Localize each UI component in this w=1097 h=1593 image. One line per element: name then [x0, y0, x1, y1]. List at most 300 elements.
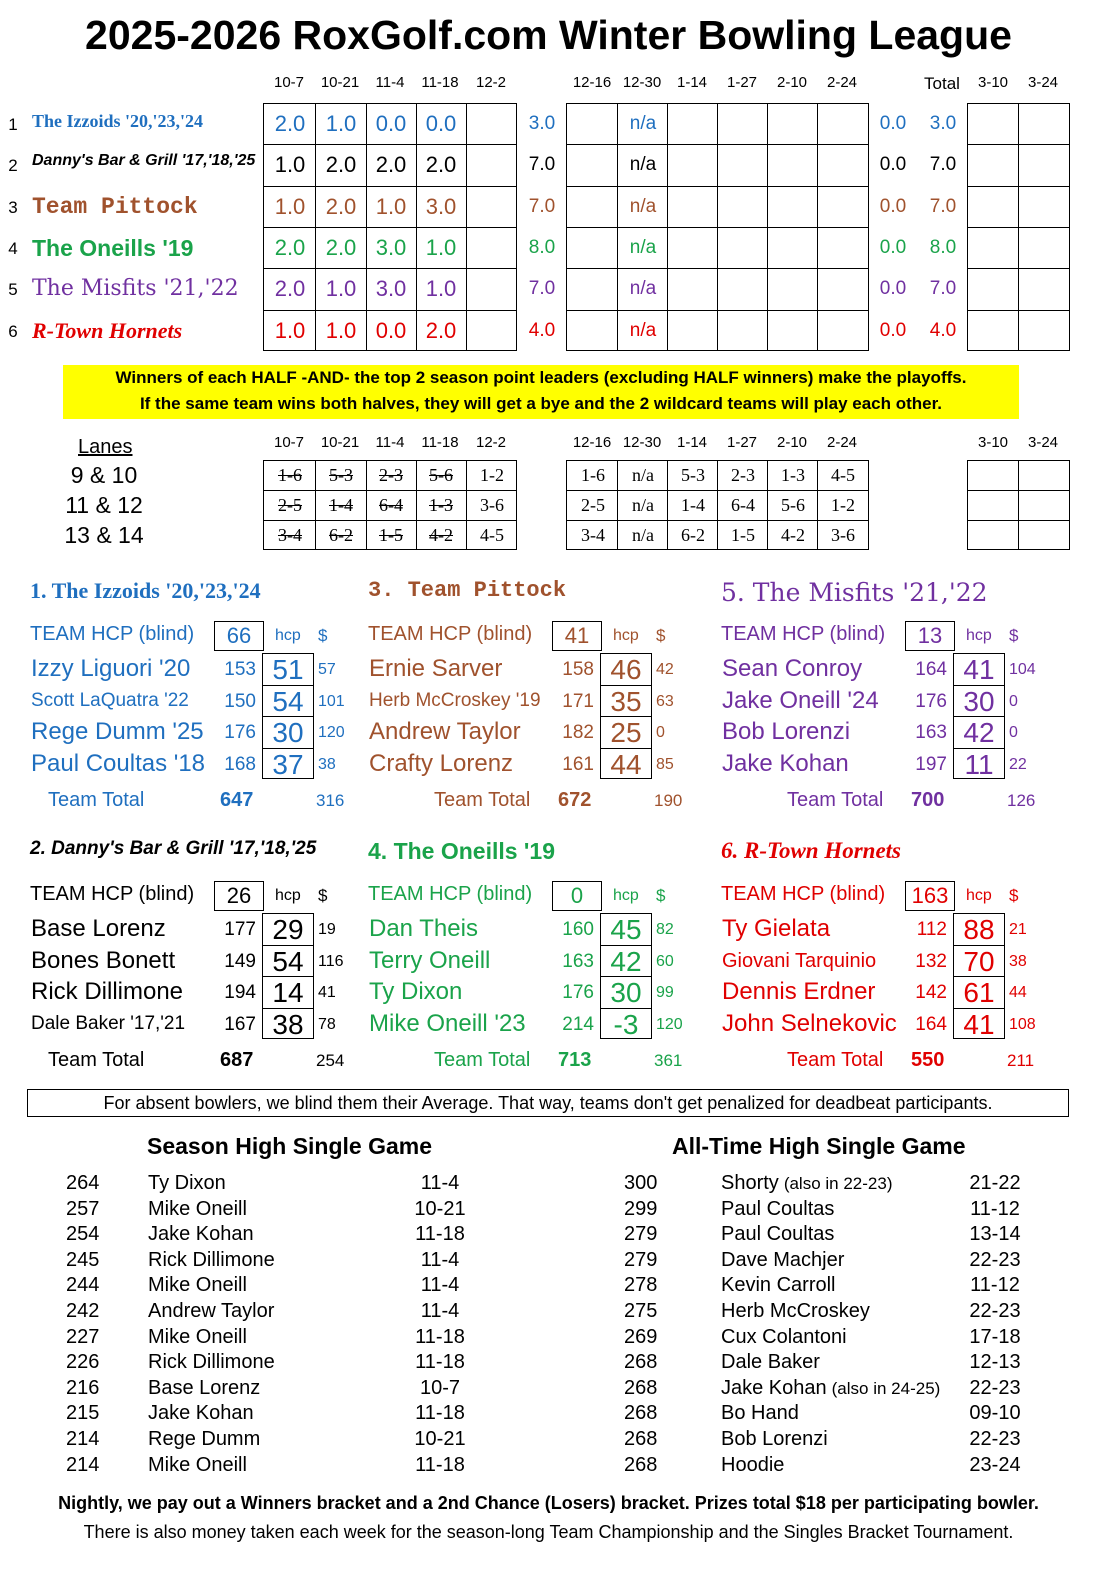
money-col-label: $	[656, 626, 666, 645]
player-name: Izzy Liguori '20	[31, 655, 191, 682]
alltime-high-name: Bob Lorenzi	[721, 1428, 828, 1450]
grid-line	[263, 144, 517, 145]
alltime-high-name-cell	[721, 1198, 834, 1221]
team-hcp-blind-value: 163	[905, 881, 955, 911]
alltime-high-date: 22-23	[969, 1428, 1021, 1450]
player-average: 161	[562, 753, 594, 775]
alltime-high-score: 269	[624, 1325, 658, 1348]
player-hcp: 44	[610, 748, 642, 780]
second-half-total: 0.0	[879, 195, 907, 217]
week-score: 1.0	[425, 276, 457, 302]
roster-team-title: 4. The Oneills '19	[368, 838, 555, 864]
standings-rank: 1	[8, 115, 18, 134]
playoff-notice-line2: If the same team wins both halves, they will get a bye and the 2 wildcard teams will play each other.	[139, 394, 943, 413]
player-average: 171	[562, 690, 594, 712]
matchup: 3-4	[278, 525, 302, 545]
season-high-name: Base Lorenz	[148, 1376, 261, 1399]
alltime-high-name-cell	[721, 1249, 844, 1272]
team-hcp-blind-label: TEAM HCP (blind)	[30, 623, 195, 645]
matchup: 2-3	[379, 465, 403, 485]
week-score: 2.0	[274, 276, 306, 302]
money-col-label: $	[1009, 886, 1019, 905]
player-hcp: 46	[610, 654, 642, 685]
player-name: John Selnekovic	[722, 1009, 897, 1037]
player-money: 101	[318, 692, 345, 710]
season-high-date: 11-18	[415, 1223, 465, 1246]
week-score: 1.0	[274, 317, 306, 343]
player-hcp: 88	[963, 914, 995, 945]
player-hcp: 42	[963, 717, 995, 748]
lane-pair: 13 & 14	[64, 522, 144, 548]
player-hcp: 30	[963, 685, 995, 717]
footer-payout-note: Nightly, we pay out a Winners bracket and a 2nd Chance (Losers) bracket. Prizes total $18 per participating bowler.	[58, 1493, 1039, 1513]
first-half-total: 8.0	[528, 236, 556, 258]
alltime-high-name: Paul Coultas	[721, 1197, 835, 1220]
matchup: 3-6	[480, 495, 504, 515]
week-score: 0.0	[425, 111, 457, 136]
date-header: 2-10	[776, 74, 808, 91]
alltime-high-date: 23-24	[969, 1453, 1021, 1476]
hcp-col-label: hcp	[275, 887, 301, 904]
player-name: Bones Bonett	[31, 946, 176, 974]
alltime-high-score: 268	[624, 1376, 658, 1399]
week-score: n/a	[629, 278, 657, 300]
player-hcp: 51	[272, 654, 304, 685]
standings-rank: 4	[8, 238, 18, 258]
grid-line	[566, 310, 869, 311]
player-money: 120	[318, 724, 345, 741]
player-average: 158	[562, 659, 594, 680]
alltime-high-name: Kevin Carroll	[721, 1274, 836, 1297]
player-average: 160	[562, 919, 594, 940]
player-name: Crafty Lorenz	[369, 749, 514, 777]
matchup: 4-2	[429, 525, 453, 545]
grid-line	[566, 227, 869, 228]
season-high-name: Rick Dillimone	[148, 1351, 275, 1374]
alltime-high-date: 22-23	[969, 1300, 1021, 1322]
player-money: 22	[1009, 755, 1027, 773]
player-hcp: 11	[964, 748, 994, 780]
grid-line	[967, 227, 1070, 228]
player-money: 60	[656, 952, 674, 970]
alltime-high-name-cell	[721, 1428, 828, 1451]
week-score: 1.0	[274, 193, 306, 219]
matchup: 6-2	[329, 525, 353, 545]
season-high-date: 11-18	[415, 1453, 465, 1476]
date-header: 12-16	[572, 74, 612, 91]
grid-line	[967, 490, 1070, 491]
team-total-money: 316	[316, 791, 345, 810]
season-high-score: 244	[66, 1274, 100, 1297]
grid-line	[967, 268, 1070, 269]
second-half-total: 0.0	[879, 236, 907, 258]
season-total: 7.0	[929, 195, 957, 217]
alltime-high-date: 22-23	[969, 1248, 1021, 1271]
week-score: 2.0	[375, 152, 407, 178]
page-title: 2025-2026 RoxGolf.com Winter Bowling League	[85, 12, 1012, 58]
matchup: 6-4	[379, 495, 403, 515]
team-hcp-blind-value: 41	[552, 621, 602, 651]
season-high-date: 11-4	[420, 1274, 460, 1297]
grid-line	[566, 186, 869, 187]
player-hcp: -3	[613, 1008, 639, 1040]
alltime-high-name-cell	[721, 1351, 820, 1374]
player-hcp: 35	[610, 685, 642, 717]
matchup: 6-2	[681, 525, 705, 545]
matchup: n/a	[632, 465, 654, 485]
player-name: Andrew Taylor	[369, 718, 521, 745]
week-score: 0.0	[375, 317, 407, 343]
team-total-label: Team Total	[787, 789, 884, 811]
season-high-score: 264	[66, 1172, 100, 1194]
player-money: 38	[1009, 952, 1027, 970]
season-high-score: 215	[66, 1402, 100, 1425]
alltime-high-score: 279	[624, 1248, 658, 1271]
player-average: 112	[916, 919, 947, 940]
grid-line	[1018, 460, 1019, 550]
team-hcp-blind-value: 13	[905, 621, 955, 651]
season-high-name: Andrew Taylor	[148, 1300, 275, 1322]
week-score: 2.0	[274, 234, 306, 260]
date-header: 10-21	[320, 74, 360, 91]
team-total-label: Team Total	[434, 1049, 531, 1071]
matchup: 1-5	[379, 525, 403, 545]
player-hcp: 54	[272, 685, 304, 717]
season-high-date: 11-4	[420, 1248, 460, 1271]
season-high-name: Rick Dillimone	[148, 1248, 275, 1271]
player-hcp: 42	[610, 945, 642, 977]
alltime-high-name: Dave Machjer	[721, 1248, 845, 1271]
alltime-high-name-cell	[721, 1377, 940, 1400]
season-high-score: 257	[66, 1197, 100, 1220]
matchup: 1-2	[480, 465, 504, 485]
season-high-score: 227	[66, 1325, 100, 1348]
standings-team-name: The Izzoids '20,'23,'24	[32, 111, 204, 131]
player-money: 19	[318, 921, 336, 938]
alltime-high-score: 268	[624, 1428, 658, 1450]
player-average: 164	[915, 659, 947, 680]
roster-team-title: 6. R-Town Hornets	[721, 838, 902, 863]
player-average: 176	[224, 722, 256, 743]
player-money: 41	[318, 984, 336, 1001]
player-money: 82	[656, 921, 674, 938]
blind-note: For absent bowlers, we blind them their Average. That way, teams don't get penalized for deadbeat participants.	[27, 1089, 1069, 1117]
alltime-high-score: 268	[624, 1402, 658, 1425]
player-average: 182	[562, 722, 594, 743]
player-money: 78	[318, 1015, 336, 1033]
date-header: 2-24	[826, 74, 858, 91]
matchup: 5-3	[329, 465, 353, 485]
player-hcp: 38	[272, 1008, 304, 1040]
player-average: 150	[224, 690, 256, 712]
matchup: 5-3	[681, 465, 705, 485]
season-high-name: Rege Dumm	[148, 1428, 261, 1450]
season-high-date: 10-21	[414, 1197, 466, 1220]
hcp-col-label: hcp	[966, 887, 992, 904]
season-high-date: 11-4	[420, 1300, 460, 1322]
season-high-date: 11-4	[420, 1172, 460, 1194]
team-total-label: Team Total	[48, 789, 145, 811]
player-name: Rege Dumm '25	[31, 718, 204, 745]
team-total-money: 211	[1007, 1051, 1035, 1070]
player-money: 44	[1009, 984, 1027, 1001]
week-score: 3.0	[425, 193, 457, 219]
date-header: 2-24	[826, 434, 858, 451]
matchup: 1-5	[731, 525, 755, 545]
alltime-high-score: 275	[624, 1300, 658, 1322]
alltime-high-date: 22-23	[969, 1376, 1021, 1399]
date-header: 10-7	[273, 434, 305, 451]
player-name: Base Lorenz	[31, 915, 166, 942]
player-average: 176	[915, 690, 947, 712]
player-hcp: 41	[963, 654, 995, 685]
roster-team-title: 2. Danny's Bar & Grill '17,'18,'25	[30, 838, 317, 859]
matchup: 1-3	[429, 495, 453, 515]
date-header: 10-21	[320, 434, 360, 451]
player-average: 214	[562, 1013, 594, 1035]
alltime-high-name: Bo Hand	[721, 1402, 799, 1425]
alltime-high-name: Dale Baker	[721, 1351, 820, 1374]
alltime-high-date: 11-12	[970, 1274, 1020, 1297]
week-score: 1.0	[325, 317, 357, 343]
grid-line	[967, 144, 1070, 145]
grid-line	[263, 310, 517, 311]
team-total-label: Team Total	[434, 789, 531, 811]
alltime-high-score: 278	[624, 1274, 658, 1297]
team-hcp-blind-label: TEAM HCP (blind)	[30, 883, 195, 905]
matchup: 2-5	[278, 495, 302, 515]
team-total: 713	[558, 1049, 592, 1071]
alltime-high-name-cell	[721, 1274, 835, 1297]
player-average: 164	[915, 1013, 947, 1035]
player-name: Scott LaQuatra '22	[31, 689, 189, 711]
player-name: Dan Theis	[369, 915, 478, 942]
matchup: 5-6	[429, 465, 453, 485]
matchup: 2-3	[731, 465, 755, 485]
grid-line	[967, 186, 1070, 187]
grid-line	[263, 186, 517, 187]
player-hcp: 14	[272, 977, 304, 1008]
season-high-date: 10-7	[419, 1376, 461, 1399]
team-hcp-blind-value: 66	[214, 621, 264, 651]
week-score: n/a	[629, 236, 657, 258]
player-average: 132	[915, 950, 947, 972]
first-half-total: 4.0	[528, 319, 556, 341]
player-money: 0	[1009, 692, 1018, 710]
player-average: 167	[224, 1013, 256, 1035]
matchup: 3-4	[581, 525, 605, 545]
player-average: 142	[915, 982, 947, 1003]
alltime-high-title: All-Time High Single Game	[672, 1133, 966, 1159]
playoff-notice-line1: Winners of each HALF -AND- the top 2 season point leaders (excluding HALF winners) make the playoffs.	[115, 368, 967, 387]
matchup: 1-6	[278, 465, 302, 485]
player-average: 197	[915, 753, 947, 775]
alltime-high-name-cell	[721, 1172, 892, 1195]
season-total: 7.0	[929, 154, 957, 176]
date-header: 12-30	[622, 434, 662, 451]
first-half-total: 7.0	[528, 154, 556, 176]
alltime-high-name-cell	[721, 1454, 784, 1477]
matchup: 1-2	[831, 495, 855, 515]
season-high-name: Jake Kohan	[148, 1402, 254, 1425]
season-high-name: Ty Dixon	[148, 1172, 226, 1194]
team-total-money: 361	[654, 1051, 683, 1070]
first-half-total: 7.0	[528, 195, 556, 217]
season-high-date: 11-18	[415, 1325, 465, 1348]
player-name: Paul Coultas '18	[31, 749, 206, 777]
alltime-high-score: 299	[624, 1197, 658, 1220]
season-high-name: Mike Oneill	[148, 1274, 247, 1297]
date-header: 11-18	[421, 434, 459, 451]
player-hcp: 30	[272, 717, 304, 748]
alltime-high-score: 300	[624, 1172, 658, 1194]
alltime-high-score: 268	[624, 1351, 658, 1374]
season-high-score: 245	[66, 1248, 100, 1271]
season-high-score: 242	[66, 1300, 100, 1322]
matchup: 6-4	[731, 495, 755, 515]
matchup: 4-5	[480, 525, 504, 545]
lanes-label: Lanes	[78, 436, 133, 458]
matchup: 4-5	[831, 465, 855, 485]
hcp-col-label: hcp	[613, 627, 639, 644]
standings-team-name: Danny's Bar & Grill '17,'18,'25	[32, 152, 256, 170]
season-total: 7.0	[929, 278, 957, 300]
team-total-money: 126	[1007, 791, 1036, 810]
date-header: 11-4	[375, 74, 405, 91]
alltime-high-date: 13-14	[969, 1223, 1021, 1246]
player-name: Dale Baker '17,'21	[31, 1012, 186, 1034]
alltime-high-name: Cux Colantoni	[721, 1325, 847, 1348]
team-hcp-blind-label: TEAM HCP (blind)	[721, 883, 886, 905]
team-total-money: 254	[316, 1051, 345, 1070]
date-header: 10-7	[273, 74, 305, 91]
hcp-col-label: hcp	[966, 627, 992, 644]
date-header: 1-14	[676, 434, 708, 451]
week-score: 0.0	[375, 111, 407, 136]
player-money: 104	[1009, 661, 1036, 678]
second-half-total: 0.0	[879, 319, 907, 341]
team-hcp-blind-label: TEAM HCP (blind)	[721, 623, 886, 645]
alltime-high-name-cell	[721, 1326, 847, 1349]
grid-line	[566, 144, 869, 145]
date-header: 3-10	[977, 74, 1009, 91]
week-score: n/a	[629, 154, 657, 176]
alltime-high-name-cell	[721, 1402, 799, 1425]
alltime-high-name: Shorty	[721, 1172, 779, 1194]
week-score: 1.0	[375, 193, 407, 219]
player-average: 153	[224, 659, 256, 680]
player-name: Ty Dixon	[369, 978, 463, 1005]
money-col-label: $	[318, 626, 328, 645]
season-total: 8.0	[929, 236, 957, 258]
season-total: 3.0	[929, 113, 957, 134]
alltime-high-date: 09-10	[969, 1402, 1021, 1425]
standings-rank: 6	[8, 321, 18, 341]
season-high-score: 254	[66, 1223, 100, 1246]
week-score: 1.0	[425, 234, 457, 260]
player-money: 42	[656, 661, 674, 678]
week-score: 2.0	[325, 152, 357, 178]
roster-team-title: 1. The Izzoids '20,'23,'24	[30, 578, 261, 603]
season-high-date: 11-18	[415, 1351, 465, 1374]
player-name: Terry Oneill	[369, 946, 491, 974]
week-score: 1.0	[325, 276, 357, 302]
player-average: 176	[562, 982, 594, 1003]
alltime-high-date: 17-18	[969, 1325, 1021, 1348]
player-name: Rick Dillimone	[31, 978, 184, 1005]
date-header: 3-24	[1027, 74, 1059, 91]
season-high-date: 10-21	[414, 1428, 466, 1450]
matchup: 1-3	[781, 465, 805, 485]
player-hcp: 54	[272, 945, 304, 977]
week-score: n/a	[629, 195, 657, 217]
first-half-total: 3.0	[528, 113, 556, 134]
standings-team-name: The Misfits '21,'22	[32, 276, 239, 302]
date-header: 3-24	[1027, 434, 1059, 451]
week-score: 2.0	[425, 152, 457, 178]
player-average: 163	[562, 950, 594, 972]
hcp-col-label: hcp	[613, 887, 639, 904]
hcp-col-label: hcp	[275, 627, 301, 644]
player-name: Herb McCroskey '19	[369, 689, 541, 711]
grid-line	[566, 268, 869, 269]
week-score: 2.0	[325, 234, 357, 260]
alltime-high-date: 11-12	[970, 1197, 1020, 1220]
week-score: 2.0	[325, 193, 357, 219]
money-col-label: $	[656, 886, 666, 905]
week-score: n/a	[629, 319, 657, 341]
team-hcp-blind-value: 26	[214, 881, 264, 911]
team-total-label: Team Total	[48, 1049, 145, 1071]
standings-rank: 2	[8, 156, 18, 176]
roster-team-title: 3. Team Pittock	[368, 578, 567, 603]
matchup: 2-5	[581, 495, 605, 515]
standings-team-name: The Oneills '19	[32, 234, 194, 261]
week-score: 1.0	[274, 152, 306, 178]
standings-team-name: Team Pittock	[32, 193, 198, 220]
team-total: 647	[220, 789, 254, 811]
player-money: 21	[1009, 921, 1027, 938]
matchup: 4-2	[781, 525, 805, 545]
player-money: 116	[318, 952, 344, 970]
player-hcp: 45	[610, 914, 642, 945]
player-money: 0	[1009, 724, 1018, 741]
second-half-total: 0.0	[879, 154, 907, 176]
team-hcp-blind-label: TEAM HCP (blind)	[368, 623, 533, 645]
grid-line	[263, 268, 517, 269]
player-hcp: 61	[963, 977, 995, 1008]
lane-pair: 11 & 12	[65, 492, 143, 518]
grid-line	[967, 310, 1070, 311]
player-money: 63	[656, 692, 674, 710]
alltime-high-name: Herb McCroskey	[721, 1300, 870, 1322]
total-header: Total	[924, 74, 960, 93]
season-high-score: 214	[66, 1428, 100, 1450]
season-high-score: 214	[66, 1453, 100, 1476]
playoff-notice	[63, 365, 1019, 419]
grid-line	[967, 520, 1070, 521]
money-col-label: $	[1009, 626, 1019, 645]
week-score: 2.0	[274, 111, 306, 136]
alltime-high-name: Paul Coultas	[721, 1223, 835, 1246]
date-header: 11-18	[421, 74, 459, 91]
player-name: Ty Gielata	[722, 915, 831, 942]
second-half-total: 0.0	[879, 278, 907, 300]
player-hcp: 29	[272, 914, 304, 945]
date-header: 1-27	[726, 74, 758, 91]
player-average: 168	[224, 753, 256, 775]
alltime-high-name: Hoodie	[721, 1453, 785, 1476]
